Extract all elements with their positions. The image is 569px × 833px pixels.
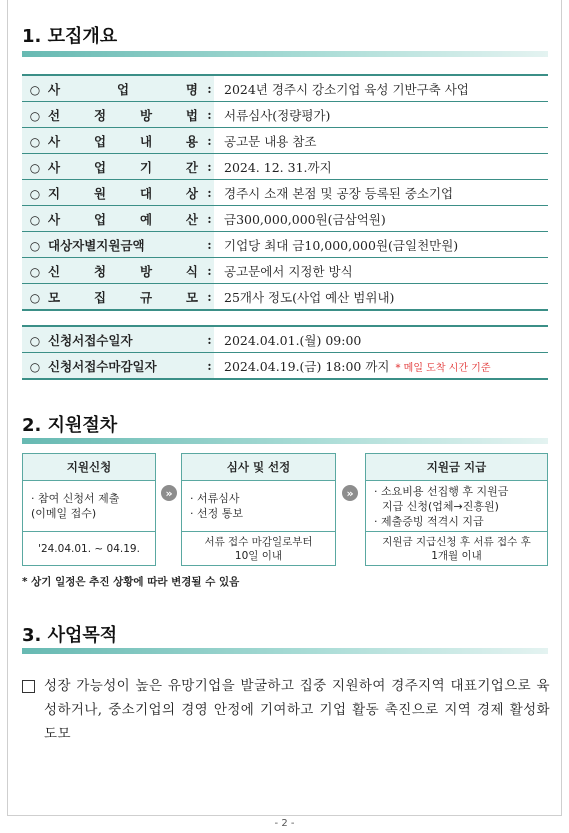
- table-row: [22, 258, 548, 284]
- row-label: 선 정 방 법: [48, 107, 198, 123]
- table-row: [22, 128, 548, 154]
- colon: :: [205, 154, 214, 180]
- row-value: 2024년 경주시 강소기업 육성 기반구축 사업: [214, 75, 548, 102]
- colon: :: [205, 258, 214, 284]
- step-body: [366, 481, 547, 532]
- colon: :: [205, 353, 214, 380]
- row-value: 2024. 12. 31.까지: [214, 154, 548, 180]
- row-value: 기업당 최대 금10,000,000원(금일천만원): [214, 232, 548, 258]
- step-title: 지원금 지급: [366, 454, 547, 481]
- purpose-text: 성장 가능성이 높은 유망기업을 발굴하고 집중 지원하여 경주지역 대표기업으로 육성하거나, 중소기업의 경영 안정에 기여하고 기업 활동 촉진으로 지역 경제 활성화 도모: [44, 678, 550, 742]
- step-body-line: · 참여 신청서 제출: [31, 492, 120, 505]
- row-value: 금300,000,000원(금삼억원): [214, 206, 548, 232]
- section-rule: [22, 438, 548, 444]
- row-label: 대상자별지원금액: [48, 237, 145, 253]
- step-card-apply: [22, 453, 156, 566]
- row-label: 사 업 명: [48, 81, 198, 97]
- step-footer: [182, 533, 335, 565]
- step-footer-line: 서류 접수 마감일로부터: [204, 536, 313, 548]
- bullet-icon: ○: [29, 134, 41, 149]
- section-rule: [22, 51, 548, 57]
- step-body-line: · 소요비용 선집행 후 지원금: [374, 484, 509, 498]
- bullet-icon: ○: [29, 290, 41, 305]
- colon: :: [205, 326, 214, 353]
- colon: :: [205, 75, 214, 102]
- row-label: 신청서접수일자: [48, 332, 133, 348]
- bullet-icon: ○: [29, 238, 41, 253]
- table-row: [22, 353, 548, 380]
- checkbox-square-icon: [22, 680, 35, 693]
- bullet-icon: ○: [29, 212, 41, 227]
- row-value: 서류심사(정량평가): [214, 102, 548, 128]
- colon: :: [205, 232, 214, 258]
- step-body-line: (이메일 접수): [31, 507, 97, 520]
- step-body: [182, 481, 335, 532]
- section-title-purpose: 3. 사업목적: [22, 625, 118, 646]
- table-row: [22, 232, 548, 258]
- step-footer-line: '24.04.01. ~ 04.19.: [38, 543, 140, 555]
- step-body-line: 지급 신청(업체→진흥원): [382, 499, 499, 513]
- row-label: 사 업 예 산: [48, 211, 198, 227]
- row-value: 25개사 정도(사업 예산 범위내): [214, 284, 548, 311]
- row-value: 2024.04.01.(월) 09:00: [214, 326, 548, 353]
- row-label: 사 업 기 간: [48, 159, 198, 175]
- step-footer-line: 1개월 이내: [431, 550, 482, 562]
- step-body: [23, 481, 155, 532]
- bullet-icon: ○: [29, 160, 41, 175]
- row-label: 신 청 방 식: [48, 263, 198, 279]
- step-footer: [366, 533, 547, 565]
- step-title: 지원신청: [23, 454, 155, 481]
- chevron-right-icon: »: [342, 485, 358, 501]
- page-number: - 2 -: [274, 818, 295, 829]
- step-card-review: [181, 453, 336, 566]
- section-title-overview: 1. 모집개요: [22, 26, 118, 47]
- step-body-line: · 서류심사: [190, 492, 240, 505]
- step-card-payment: [365, 453, 548, 566]
- section-rule: [22, 648, 548, 654]
- bullet-icon: ○: [29, 82, 41, 97]
- step-body-line: · 제출증빙 적격시 지급: [374, 514, 484, 528]
- row-label: 지 원 대 상: [48, 185, 198, 201]
- colon: :: [205, 180, 214, 206]
- bullet-icon: ○: [29, 108, 41, 123]
- schedule-table: [22, 325, 548, 380]
- bullet-icon: ○: [29, 264, 41, 279]
- row-label: 모 집 규 모: [48, 289, 198, 305]
- deadline-note: * 메일 도착 시간 기준: [395, 362, 491, 374]
- overview-table: [22, 74, 548, 311]
- purpose-paragraph: [22, 674, 550, 746]
- section-title-procedure: 2. 지원절차: [22, 415, 118, 436]
- step-footer-line: 지원금 지급신청 후 서류 접수 후: [382, 536, 531, 548]
- colon: :: [205, 206, 214, 232]
- step-title: 심사 및 선정: [182, 454, 335, 481]
- row-value: 경주시 소재 본점 및 공장 등록된 중소기업: [214, 180, 548, 206]
- table-row: [22, 154, 548, 180]
- row-label: 신청서접수마감일자: [48, 358, 157, 374]
- step-footer-line: 10일 이내: [234, 550, 283, 562]
- colon: :: [205, 284, 214, 311]
- table-row: [22, 284, 548, 311]
- schedule-change-note: * 상기 일정은 추진 상황에 따라 변경될 수 있음: [22, 576, 240, 588]
- row-value: 공고문에서 지정한 방식: [214, 258, 548, 284]
- table-row: [22, 326, 548, 353]
- step-body-line: · 선정 통보: [190, 507, 243, 520]
- table-row: [22, 102, 548, 128]
- step-footer: [23, 533, 155, 565]
- table-row: [22, 206, 548, 232]
- bullet-icon: ○: [29, 359, 41, 374]
- chevron-right-icon: »: [161, 485, 177, 501]
- row-value: 공고문 내용 참조: [214, 128, 548, 154]
- colon: :: [205, 128, 214, 154]
- bullet-icon: ○: [29, 186, 41, 201]
- table-row: [22, 75, 548, 102]
- row-label: 사 업 내 용: [48, 133, 198, 149]
- colon: :: [205, 102, 214, 128]
- table-row: [22, 180, 548, 206]
- bullet-icon: ○: [29, 333, 41, 348]
- row-value: 2024.04.19.(금) 18:00 까지: [224, 358, 390, 374]
